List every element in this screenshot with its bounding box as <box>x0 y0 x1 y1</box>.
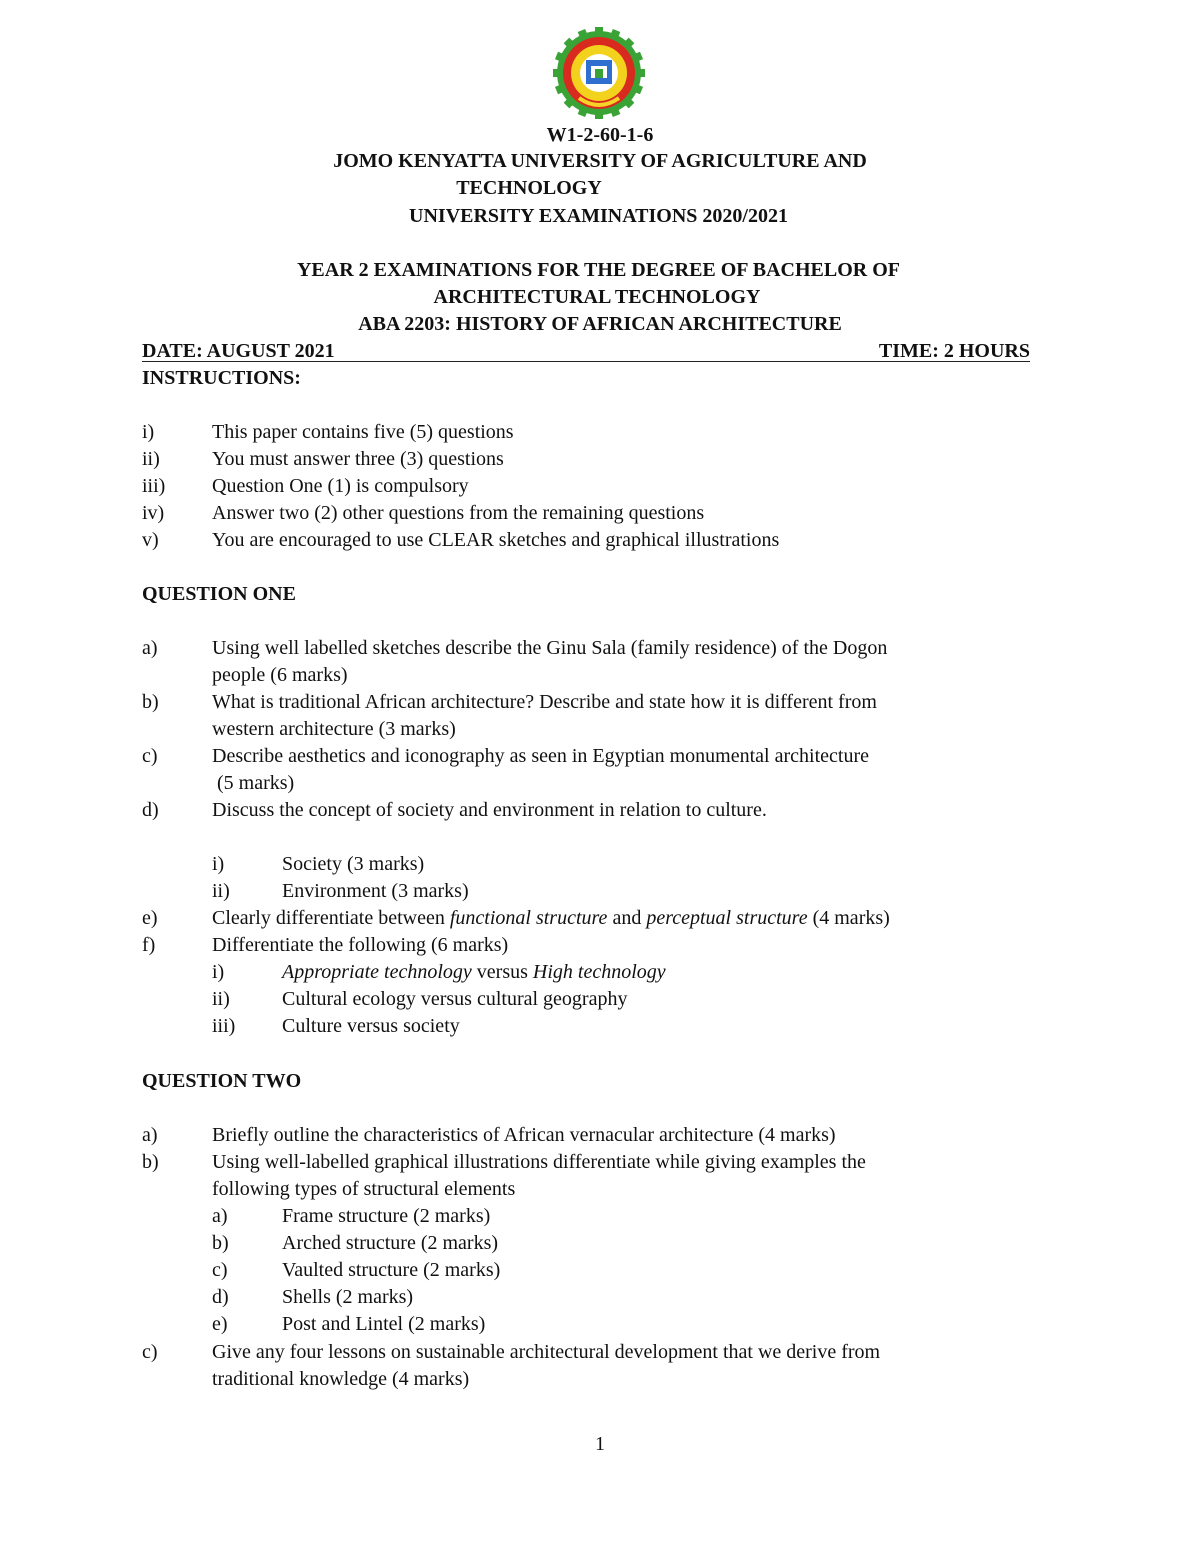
q1a-text-line2: people (6 marks) <box>212 664 348 686</box>
q2b-text-line1: Using well-labelled graphical illustrations differentiate while giving examples the <box>212 1151 866 1173</box>
q1f-sub-num: i) <box>212 961 225 983</box>
q1f-sub-text: Culture versus society <box>282 1015 460 1037</box>
q2b-num: b) <box>142 1151 159 1173</box>
q1e-text <box>212 907 890 930</box>
q1f-italic-term: Appropriate technology <box>282 961 472 983</box>
exam-session: UNIVERSITY EXAMINATIONS 2020/2021 <box>409 205 788 227</box>
instruction-num: iv) <box>142 502 165 524</box>
q2b-sub-num: c) <box>212 1259 228 1281</box>
q1d-num: d) <box>142 799 159 821</box>
q1d-text: Discuss the concept of society and environment in relation to culture. <box>212 799 767 821</box>
university-seal-icon <box>549 26 649 120</box>
q2b-sub-text: Frame structure (2 marks) <box>282 1205 491 1227</box>
q1f-sub-num: ii) <box>212 988 230 1010</box>
q1a-text-line1: Using well labelled sketches describe the Ginu Sala (family residence) of the Dogon <box>212 637 888 659</box>
q1c-text-line2: (5 marks) <box>217 772 295 794</box>
course-title: ABA 2203: HISTORY OF AFRICAN ARCHITECTURE <box>358 313 842 335</box>
q2c-text-line1: Give any four lessons on sustainable architectural development that we derive from <box>212 1341 881 1363</box>
year-line1: YEAR 2 EXAMINATIONS FOR THE DEGREE OF BACHELOR OF <box>296 259 901 281</box>
q1b-text-line1: What is traditional African architecture? Describe and state how it is different from <box>212 691 877 713</box>
instruction-text: You are encouraged to use CLEAR sketches and graphical illustrations <box>212 529 780 551</box>
q1d-sub-text: Society (3 marks) <box>282 853 425 875</box>
question-one-title: QUESTION ONE <box>142 583 296 605</box>
q1e-italic-term: functional structure <box>449 907 608 929</box>
q2b-sub-num: a) <box>212 1205 228 1227</box>
q2b-text-line2: following types of structural elements <box>212 1178 516 1200</box>
q2b-sub-text: Arched structure (2 marks) <box>282 1232 499 1254</box>
university-name-line2: TECHNOLOGY <box>456 177 602 199</box>
q1f-num: f) <box>142 934 156 956</box>
q1f-text-part: versus <box>471 961 533 983</box>
q1b-num: b) <box>142 691 159 713</box>
instruction-num: iii) <box>142 475 166 497</box>
instruction-text: You must answer three (3) questions <box>212 448 504 470</box>
q1d-sub-text: Environment (3 marks) <box>282 880 469 902</box>
q2a-num: a) <box>142 1124 158 1146</box>
q2a-text: Briefly outline the characteristics of African vernacular architecture (4 marks) <box>212 1124 836 1146</box>
q2b-sub-num: b) <box>212 1232 229 1254</box>
exam-code: W1-2-60-1-6 <box>546 124 654 146</box>
q2c-num: c) <box>142 1341 158 1363</box>
q2b-sub-text: Vaulted structure (2 marks) <box>282 1259 501 1281</box>
q1b-text-line2: western architecture (3 marks) <box>212 718 456 740</box>
q1f-text: Differentiate the following (6 marks) <box>212 934 509 956</box>
q1e-num: e) <box>142 907 158 929</box>
exam-time: TIME: 2 HOURS <box>878 340 1030 362</box>
instruction-text: Question One (1) is compulsory <box>212 475 469 497</box>
instructions-title: INSTRUCTIONS: <box>142 367 301 389</box>
q2c-text-line2: traditional knowledge (4 marks) <box>212 1368 470 1390</box>
year-line2: ARCHITECTURAL TECHNOLOGY <box>433 286 761 308</box>
instruction-text: Answer two (2) other questions from the remaining questions <box>212 502 705 524</box>
page-number: 1 <box>595 1433 605 1455</box>
question-two-title: QUESTION TWO <box>142 1070 302 1092</box>
instruction-num: i) <box>142 421 155 443</box>
q1a-num: a) <box>142 637 158 659</box>
q2b-sub-num: d) <box>212 1286 229 1308</box>
q1e-text-part: and <box>607 907 647 929</box>
header-rule <box>142 361 1030 362</box>
q2b-sub-text: Shells (2 marks) <box>282 1286 414 1308</box>
university-name-line1: JOMO KENYATTA UNIVERSITY OF AGRICULTURE AND <box>333 150 867 172</box>
q1d-sub-num: ii) <box>212 880 230 902</box>
q2b-sub-text: Post and Lintel (2 marks) <box>282 1313 486 1335</box>
q1f-sub-text: Cultural ecology versus cultural geography <box>282 988 628 1010</box>
q1e-text-part: Clearly differentiate between <box>212 907 450 929</box>
q1f-italic-term: High technology <box>532 961 666 983</box>
q1d-sub-num: i) <box>212 853 225 875</box>
q1c-text-line1: Describe aesthetics and iconography as seen in Egyptian monumental architecture <box>212 745 869 767</box>
instruction-text: This paper contains five (5) questions <box>212 421 514 443</box>
q1f-sub-num: iii) <box>212 1015 236 1037</box>
q1c-num: c) <box>142 745 158 767</box>
exam-date: DATE: AUGUST 2021 <box>142 340 335 362</box>
instruction-num: v) <box>142 529 159 551</box>
q1e-italic-term: perceptual structure <box>646 907 808 929</box>
q1e-text-part: (4 marks) <box>807 907 890 929</box>
q2b-sub-num: e) <box>212 1313 228 1335</box>
instruction-num: ii) <box>142 448 160 470</box>
q1f-sub-text <box>282 961 666 984</box>
